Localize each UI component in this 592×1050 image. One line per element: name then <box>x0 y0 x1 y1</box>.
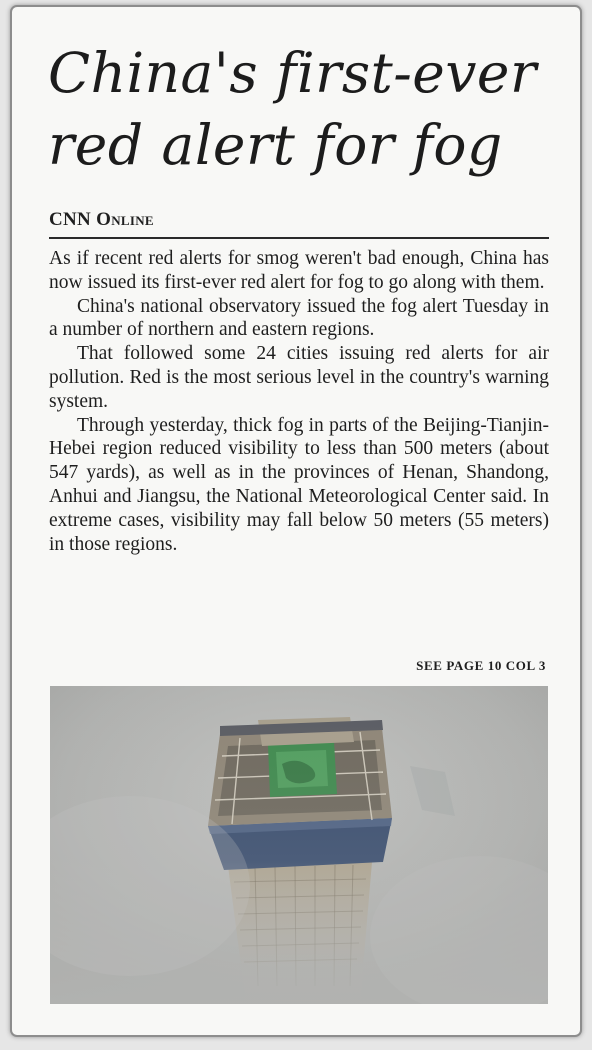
byline-divider <box>49 237 549 239</box>
photo-illustration <box>50 686 548 1004</box>
continuation-note: SEE PAGE 10 COL 3 <box>416 658 546 673</box>
paragraph-4: Through yesterday, thick fog in parts of the Beijing-Tianjin-Hebei region reduced visibility to less than 500 meters (about 547 yards), as well as in the provinces of Henan, Shandong, Anhui and Jiangsu, the National Meteorological Center said. In extreme cases, visibility may fall below 50 meters (55 meters) in those regions. <box>49 414 549 555</box>
paragraph-3: That followed some 24 cities issuing red alerts for air pollution. Red is the most serious level in the country's warning system. <box>49 343 549 412</box>
headline <box>48 37 568 181</box>
paragraph-2: China's national observatory issued the fog alert Tuesday in a number of northern and eastern regions. <box>49 295 549 341</box>
fog-building-photo <box>50 686 548 1004</box>
newspaper-clipping <box>10 5 582 1037</box>
headline-line-2: red alert for fog <box>48 113 503 177</box>
headline-line-1: China's first-ever <box>48 41 537 105</box>
paragraph-1: As if recent red alerts for smog weren't bad enough, China has now issued its first-ever red alert for fog to go along with them. <box>49 248 549 293</box>
article-body <box>49 247 549 556</box>
byline: CNN Online <box>49 209 154 230</box>
